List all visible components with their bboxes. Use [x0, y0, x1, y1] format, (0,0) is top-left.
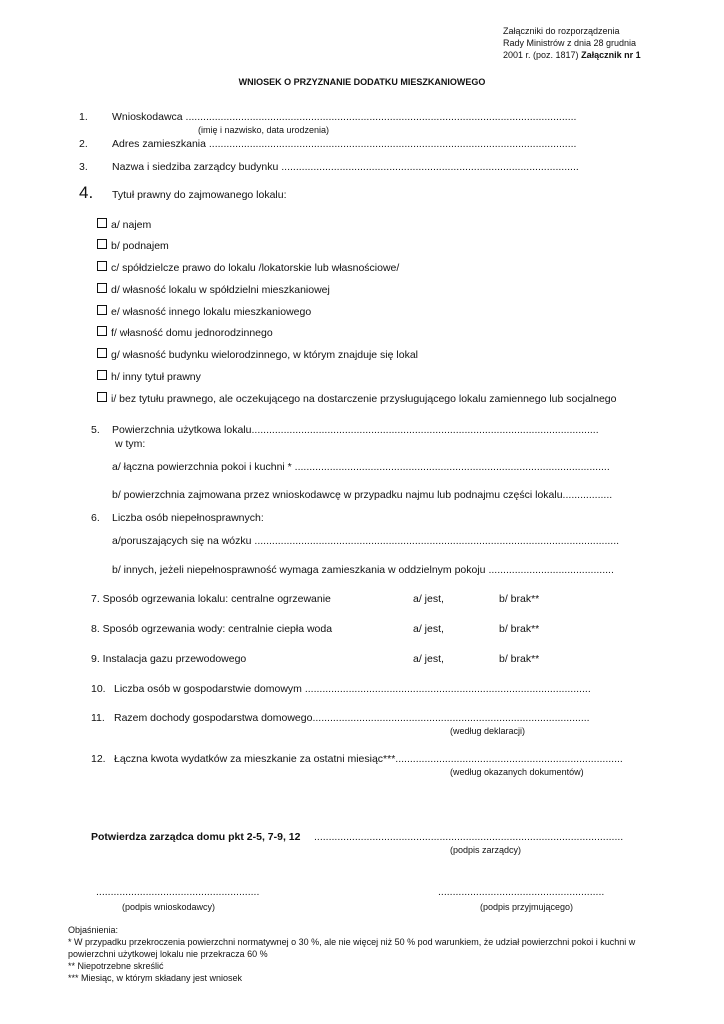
item-10-household-field: Liczba osób w gospodarstwie domowym .................................................................................................. [114, 683, 591, 695]
item-6b-field: b/ innych, jeżeli niepełnosprawność wymaga zamieszkania w oddzielnym pokoju ........................................... [112, 564, 614, 576]
footnote-1-line-2: powierzchni użytkowej lokalu nie przekracza 60 % [68, 949, 268, 959]
option-d-label: d/ własność lokalu w spółdzielni mieszkaniowej [111, 284, 330, 296]
option-f-label: f/ własność domu jednorodzinnego [111, 327, 273, 339]
confirmation-note: (podpis zarządcy) [450, 845, 522, 855]
option-i-label: i/ bez tytułu prawnego, ale oczekującego na dostarczenie przysługującego lokalu zamiennego lub socjalnego [111, 393, 617, 405]
option-f [97, 326, 273, 340]
item-10-number: 10. [91, 683, 106, 695]
item-3-manager-field: Nazwa i siedziba zarządcy budynku ...................................................................................................... [112, 161, 579, 173]
option-a-label: a/ najem [111, 219, 152, 231]
item-6-number: 6. [91, 512, 100, 524]
confirmation-label: Potwierdza zarządca domu pkt 2-5, 7-9, 12 [91, 831, 301, 843]
footnote-3: *** Miesiąc, w którym składany jest wniosek [68, 973, 243, 983]
option-b-label: b/ podnajem [111, 240, 169, 252]
checkbox-g[interactable] [97, 348, 107, 358]
item-9-yes[interactable]: a/ jest, [413, 653, 444, 665]
confirmation-signature-line: .......................................................................................................... [314, 831, 624, 843]
item-9-label: 9. Instalacja gazu przewodowego [91, 653, 247, 665]
checkbox-d[interactable] [97, 283, 107, 293]
item-1-note: (imię i nazwisko, data urodzenia) [198, 125, 330, 135]
item-7-label: 7. Sposób ogrzewania lokalu: centralne ogrzewanie [91, 593, 331, 605]
item-2-number: 2. [79, 138, 88, 150]
item-4-title: Tytuł prawny do zajmowanego lokalu: [112, 189, 287, 201]
receiver-signature-line: ......................................................... [438, 886, 605, 898]
item-9-no[interactable]: b/ brak** [499, 653, 540, 665]
checkbox-f[interactable] [97, 326, 107, 336]
receiver-signature-label: (podpis przyjmującego) [480, 902, 574, 912]
option-e [97, 305, 311, 319]
checkbox-b[interactable] [97, 239, 107, 249]
item-4-number: 4. [79, 183, 94, 202]
item-7-yes[interactable]: a/ jest, [413, 593, 444, 605]
footnote-1-line-1: * W przypadku przekroczenia powierzchni normatywnej o 30 %, ale nie więcej niż 50 % pod warunkiem, że udział powierzchni pokoi i kuchni w [68, 937, 636, 947]
checkbox-h[interactable] [97, 370, 107, 380]
option-c-label: c/ spółdzielcze prawo do lokalu /lokatorskie lub własnościowe/ [111, 262, 400, 274]
checkbox-i[interactable] [97, 392, 107, 402]
option-c [97, 261, 399, 275]
option-h [97, 370, 201, 384]
item-5-sub-header: w tym: [115, 438, 146, 450]
applicant-signature-line: ........................................................ [96, 886, 260, 898]
option-d [97, 283, 330, 297]
item-12-expenses-field: Łączna kwota wydatków za mieszkanie za ostatni miesiąc***.............................................................................. [114, 753, 623, 765]
option-g-label: g/ własność budynku wielorodzinnego, w którym znajduje się lokal [111, 349, 418, 361]
item-8-yes[interactable]: a/ jest, [413, 623, 444, 635]
checkbox-a[interactable] [97, 218, 107, 228]
header-line-3-text: 2001 r. (poz. 1817) [503, 50, 579, 60]
checkbox-c[interactable] [97, 261, 107, 271]
page-title: WNIOSEK O PRZYZNANIE DODATKU MIESZKANIOWEGO [238, 77, 486, 87]
option-g [97, 348, 418, 362]
item-3-number: 3. [79, 161, 88, 173]
item-11-note: (według deklaracji) [450, 726, 526, 736]
item-7-no[interactable]: b/ brak** [499, 593, 540, 605]
header-line-1: Załączniki do rozporządzenia [503, 26, 620, 36]
item-5a-field: a/ łączna powierzchnia pokoi i kuchni * ............................................................................................................ [112, 461, 610, 473]
option-i [97, 392, 617, 406]
item-1-number: 1. [79, 111, 88, 123]
item-11-income-field: Razem dochody gospodarstwa domowego............................................................................................... [114, 712, 590, 724]
option-b-podnajem [97, 239, 169, 253]
attachment-number: Załącznik nr 1 [581, 50, 641, 60]
item-12-note: (według okazanych dokumentów) [450, 767, 584, 777]
item-5-area-field: Powierzchnia użytkowa lokalu....................................................................................................................... [112, 424, 599, 436]
item-5-number: 5. [91, 424, 100, 436]
item-5b-field: b/ powierzchnia zajmowana przez wnioskodawcę w przypadku najmu lub podnajmu części lokalu................. [112, 489, 613, 501]
header-line-2: Rady Ministrów z dnia 28 grudnia [503, 38, 637, 48]
footnotes-heading: Objaśnienia: [68, 925, 119, 935]
footnote-2: ** Niepotrzebne skreślić [68, 961, 164, 971]
item-11-number: 11. [91, 712, 105, 724]
checkbox-e[interactable] [97, 305, 107, 315]
item-6a-field: a/poruszających się na wózku ............................................................................................................................. [112, 535, 620, 547]
item-12-number: 12. [91, 753, 106, 765]
item-8-label: 8. Sposób ogrzewania wody: centralnie ciepła woda [91, 623, 333, 635]
item-8-no[interactable]: b/ brak** [499, 623, 540, 635]
option-e-label: e/ własność innego lokalu mieszkaniowego [111, 306, 312, 318]
applicant-signature-label: (podpis wnioskodawcy) [122, 902, 216, 912]
option-a-najem [97, 218, 151, 232]
option-h-label: h/ inny tytuł prawny [111, 371, 201, 383]
header-line-3 [503, 50, 641, 61]
item-1-applicant-field: Wnioskodawca ...................................................................................................................................... [112, 111, 577, 123]
item-2-address-field: Adres zamieszkania .............................................................................................................................. [112, 138, 577, 150]
item-6-title: Liczba osób niepełnosprawnych: [112, 512, 264, 524]
